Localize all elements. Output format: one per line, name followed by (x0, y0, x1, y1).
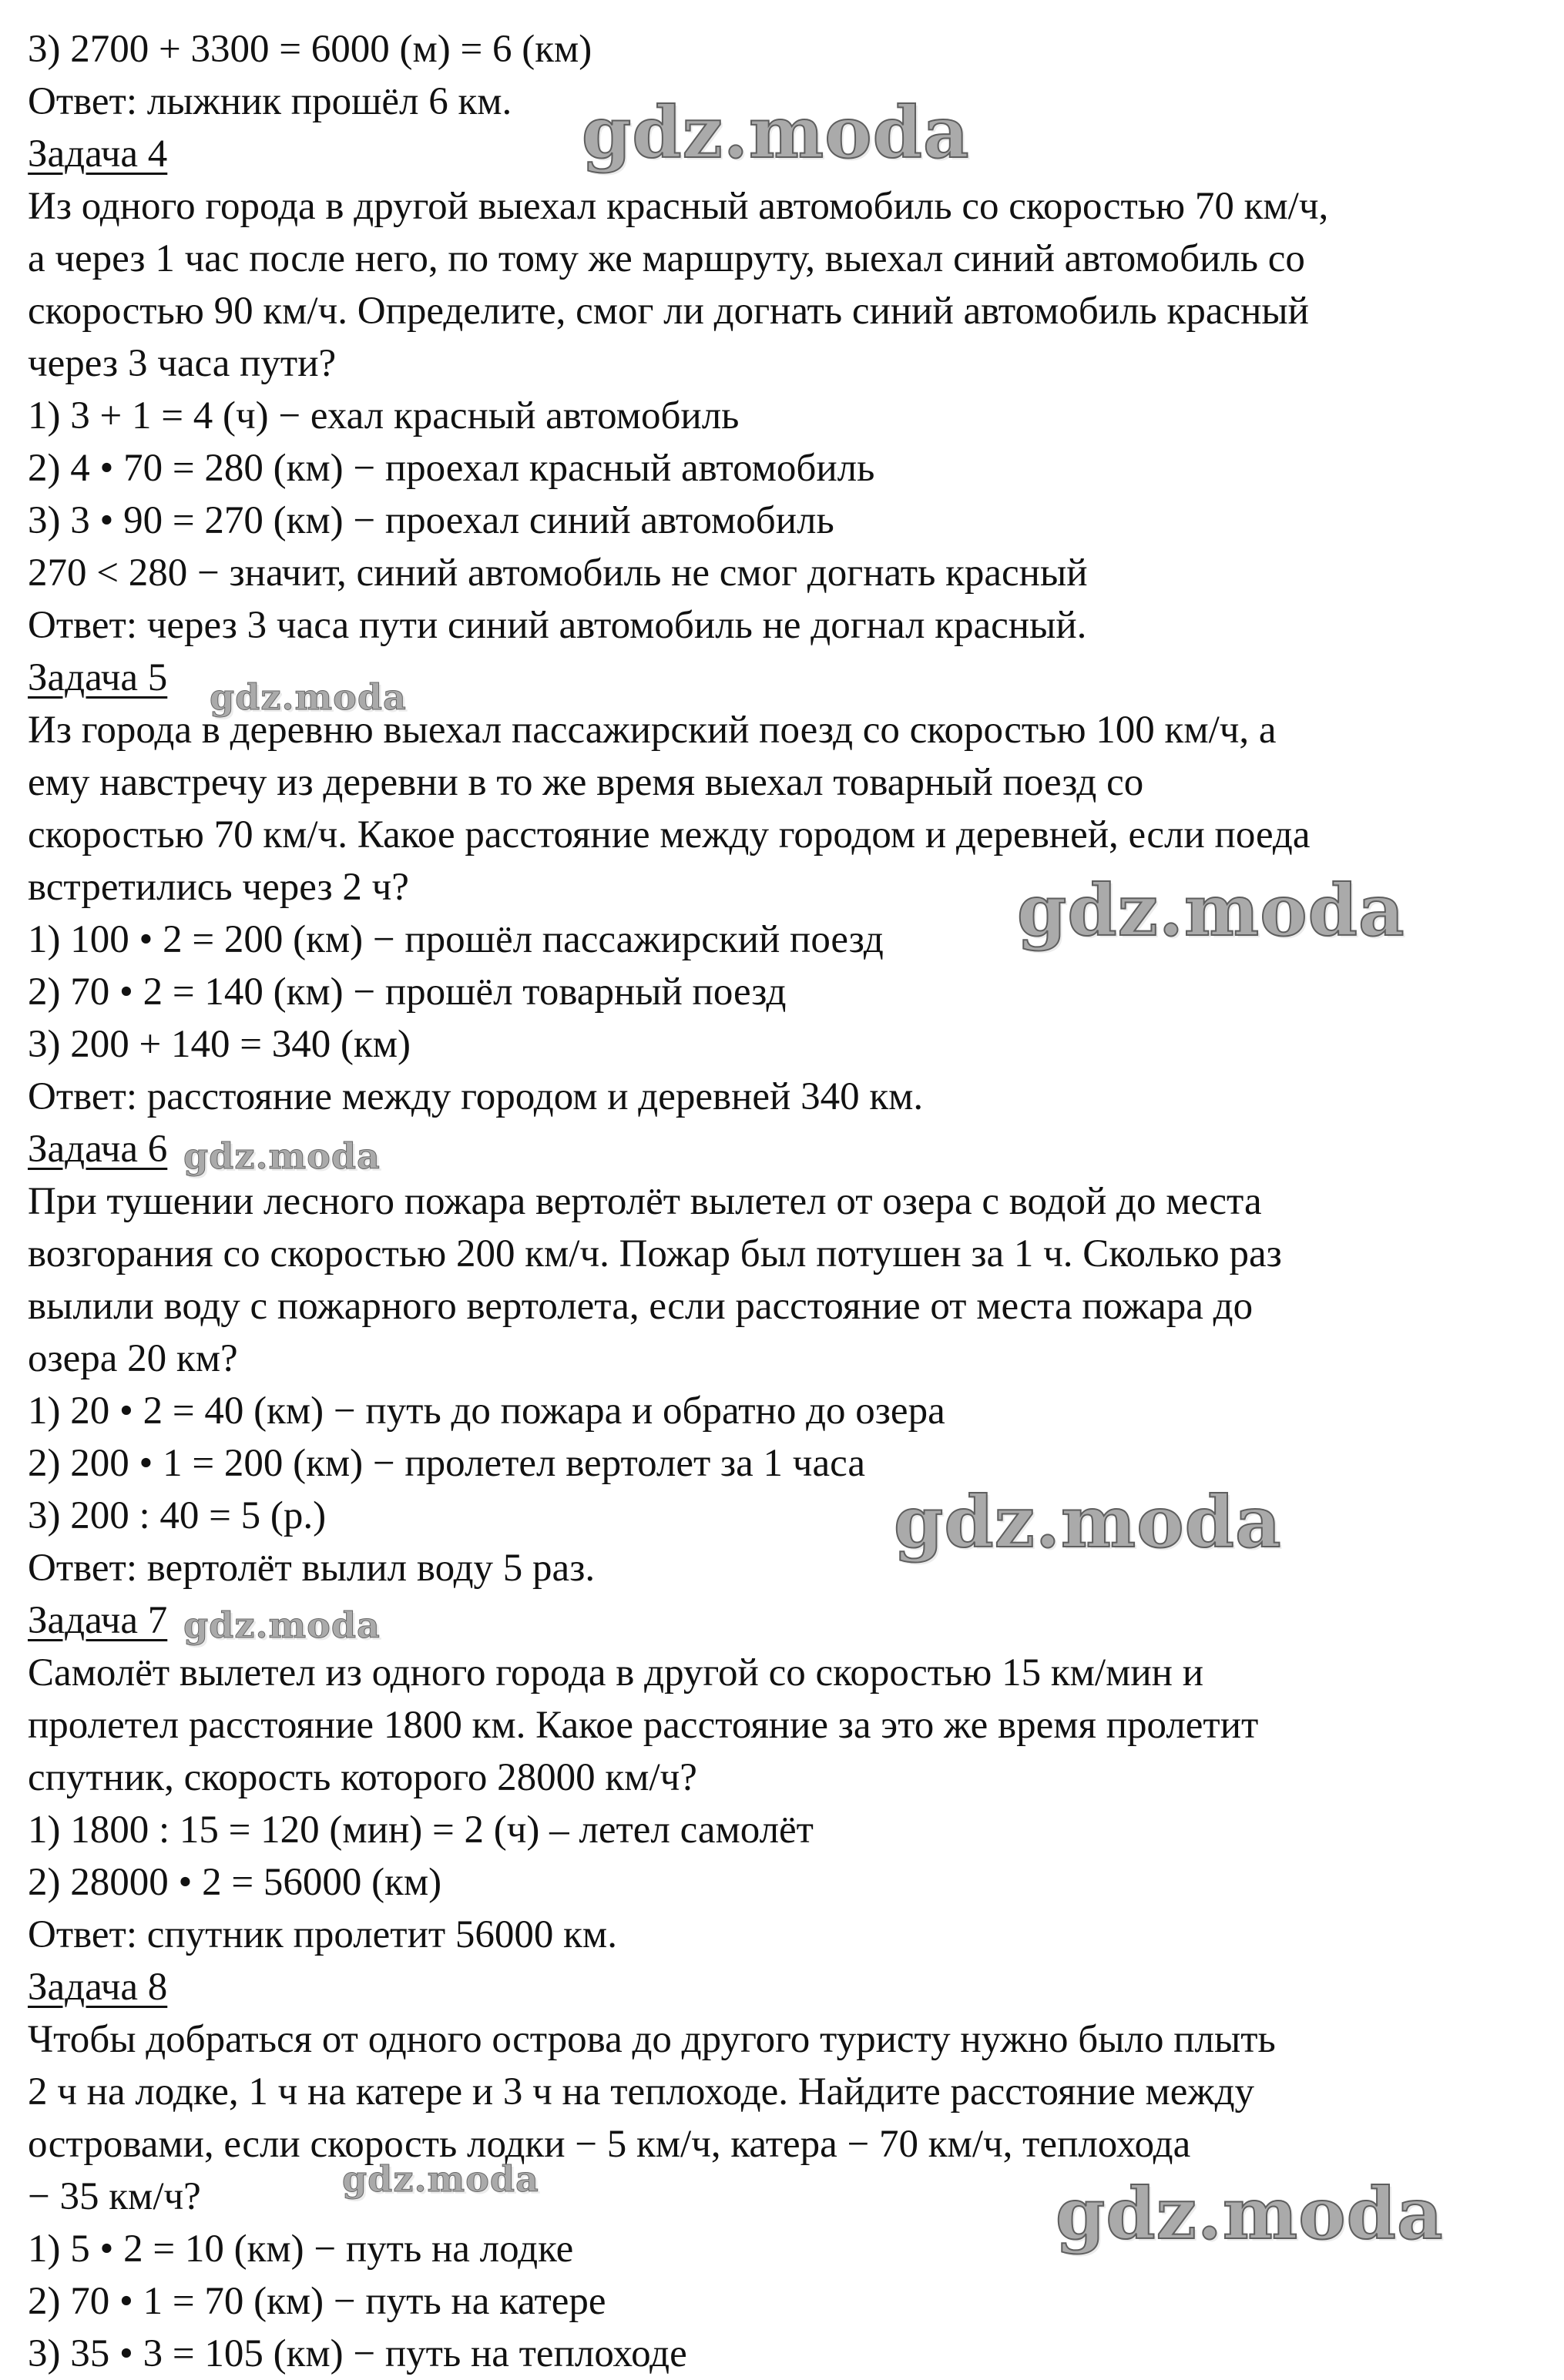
watermark-logo: gdz.moda (210, 676, 407, 718)
task-5-step: 3) 200 + 140 = 340 (км) (28, 1023, 411, 1066)
watermark-logo: gdz.moda (894, 1480, 1282, 1564)
task-8-text: − 35 км/ч? (28, 2175, 201, 2218)
task-4-text: а через 1 час после него, по тому же маршруту, выехал синий автомобиль со (28, 237, 1305, 280)
task-6-text: При тушении лесного пожара вертолёт вылетел от озера с водой до места (28, 1180, 1262, 1223)
watermark-logo: gdz.moda (183, 1604, 381, 1646)
task-5-text: встретились через 2 ч? (28, 866, 409, 909)
task-5-step: 2) 70 • 2 = 140 (км) − прошёл товарный поезд (28, 970, 787, 1014)
task-8-text: Чтобы добраться от одного острова до другого туристу нужно было плыть (28, 2018, 1276, 2061)
task-5-text: скоростью 70 км/ч. Какое расстояние между городом и деревней, если поеда (28, 813, 1311, 856)
task-8-step: 3) 35 • 3 = 105 (км) − путь на теплоходе (28, 2332, 687, 2375)
task-8-step: 1) 5 • 2 = 10 (км) − путь на лодке (28, 2227, 574, 2271)
task-5-answer: Ответ: расстояние между городом и деревней 340 км. (28, 1075, 924, 1118)
answer-line: Ответ: лыжник прошёл 6 км. (28, 80, 512, 123)
solution-line: 3) 2700 + 3300 = 6000 (м) = 6 (км) (28, 28, 592, 71)
task-7-text: пролетел расстояние 1800 км. Какое расстояние за это же время пролетит (28, 1704, 1259, 1747)
task-7-step: 1) 1800 : 15 = 120 (мин) = 2 (ч) – летел самолёт (28, 1808, 814, 1852)
task-8-text: 2 ч на лодке, 1 ч на катере и 3 ч на теплоходе. Найдите расстояние между (28, 2070, 1255, 2114)
watermark-logo: gdz.moda (183, 1135, 381, 1177)
task-4-step: 2) 4 • 70 = 280 (км) − проехал красный автомобиль (28, 447, 875, 490)
task-4-step: 1) 3 + 1 = 4 (ч) − ехал красный автомобиль (28, 394, 740, 437)
task-7-text: Самолёт вылетел из одного города в другой со скоростью 15 км/мин и (28, 1651, 1203, 1694)
task-6-text: возгорания со скоростью 200 км/ч. Пожар был потушен за 1 ч. Сколько раз (28, 1232, 1282, 1275)
task-5-step: 1) 100 • 2 = 200 (км) − прошёл пассажирский поезд (28, 918, 884, 961)
task-5-heading: Задача 5 (28, 656, 168, 699)
task-7-step: 2) 28000 • 2 = 56000 (км) (28, 1861, 442, 1904)
task-6-step: 3) 200 : 40 = 5 (р.) (28, 1494, 327, 1537)
watermark-logo: gdz.moda (342, 2158, 539, 2200)
task-7-text: спутник, скорость которого 28000 км/ч? (28, 1756, 697, 1799)
watermark-logo: gdz.moda (1056, 2172, 1444, 2255)
task-6-answer: Ответ: вертолёт вылил воду 5 раз. (28, 1547, 596, 1590)
document-page (28, 23, 1538, 2380)
task-8-text: островами, если скорость лодки − 5 км/ч, катера − 70 км/ч, теплохода (28, 2123, 1191, 2166)
task-6-text: озера 20 км? (28, 1337, 238, 1380)
task-7-answer: Ответ: спутник пролетит 56000 км. (28, 1913, 617, 1956)
task-5-text: ему навстречу из деревни в то же время выехал товарный поезд со (28, 761, 1144, 804)
task-8-heading: Задача 8 (28, 1966, 168, 2009)
task-4-step: 270 < 280 − значит, синий автомобиль не смог догнать красный (28, 551, 1088, 595)
task-6-heading: Задача 6 (28, 1128, 168, 1171)
task-6-step: 2) 200 • 1 = 200 (км) − пролетел вертолет за 1 часа (28, 1442, 865, 1485)
watermark-logo: gdz.moda (1017, 869, 1405, 952)
task-4-text: скоростью 90 км/ч. Определите, смог ли догнать синий автомобиль красный (28, 290, 1309, 333)
task-4-text: через 3 часа пути? (28, 342, 337, 385)
task-6-text: вылили воду с пожарного вертолета, если расстояние от места пожара до (28, 1285, 1254, 1328)
watermark-logo: gdz.moda (582, 91, 970, 174)
task-7-heading: Задача 7 (28, 1599, 168, 1642)
task-6-step: 1) 20 • 2 = 40 (км) − путь до пожара и обратно до озера (28, 1389, 945, 1433)
task-4-answer: Ответ: через 3 часа пути синий автомобиль не догнал красный. (28, 604, 1087, 647)
task-5-text: Из города в деревню выехал пассажирский поезд со скоростью 100 км/ч, а (28, 709, 1277, 752)
task-4-text: Из одного города в другой выехал красный автомобиль со скоростью 70 км/ч, (28, 185, 1329, 228)
task-4-heading: Задача 4 (28, 132, 168, 176)
task-8-step: 2) 70 • 1 = 70 (км) − путь на катере (28, 2280, 606, 2323)
task-4-step: 3) 3 • 90 = 270 (км) − проехал синий автомобиль (28, 499, 834, 542)
